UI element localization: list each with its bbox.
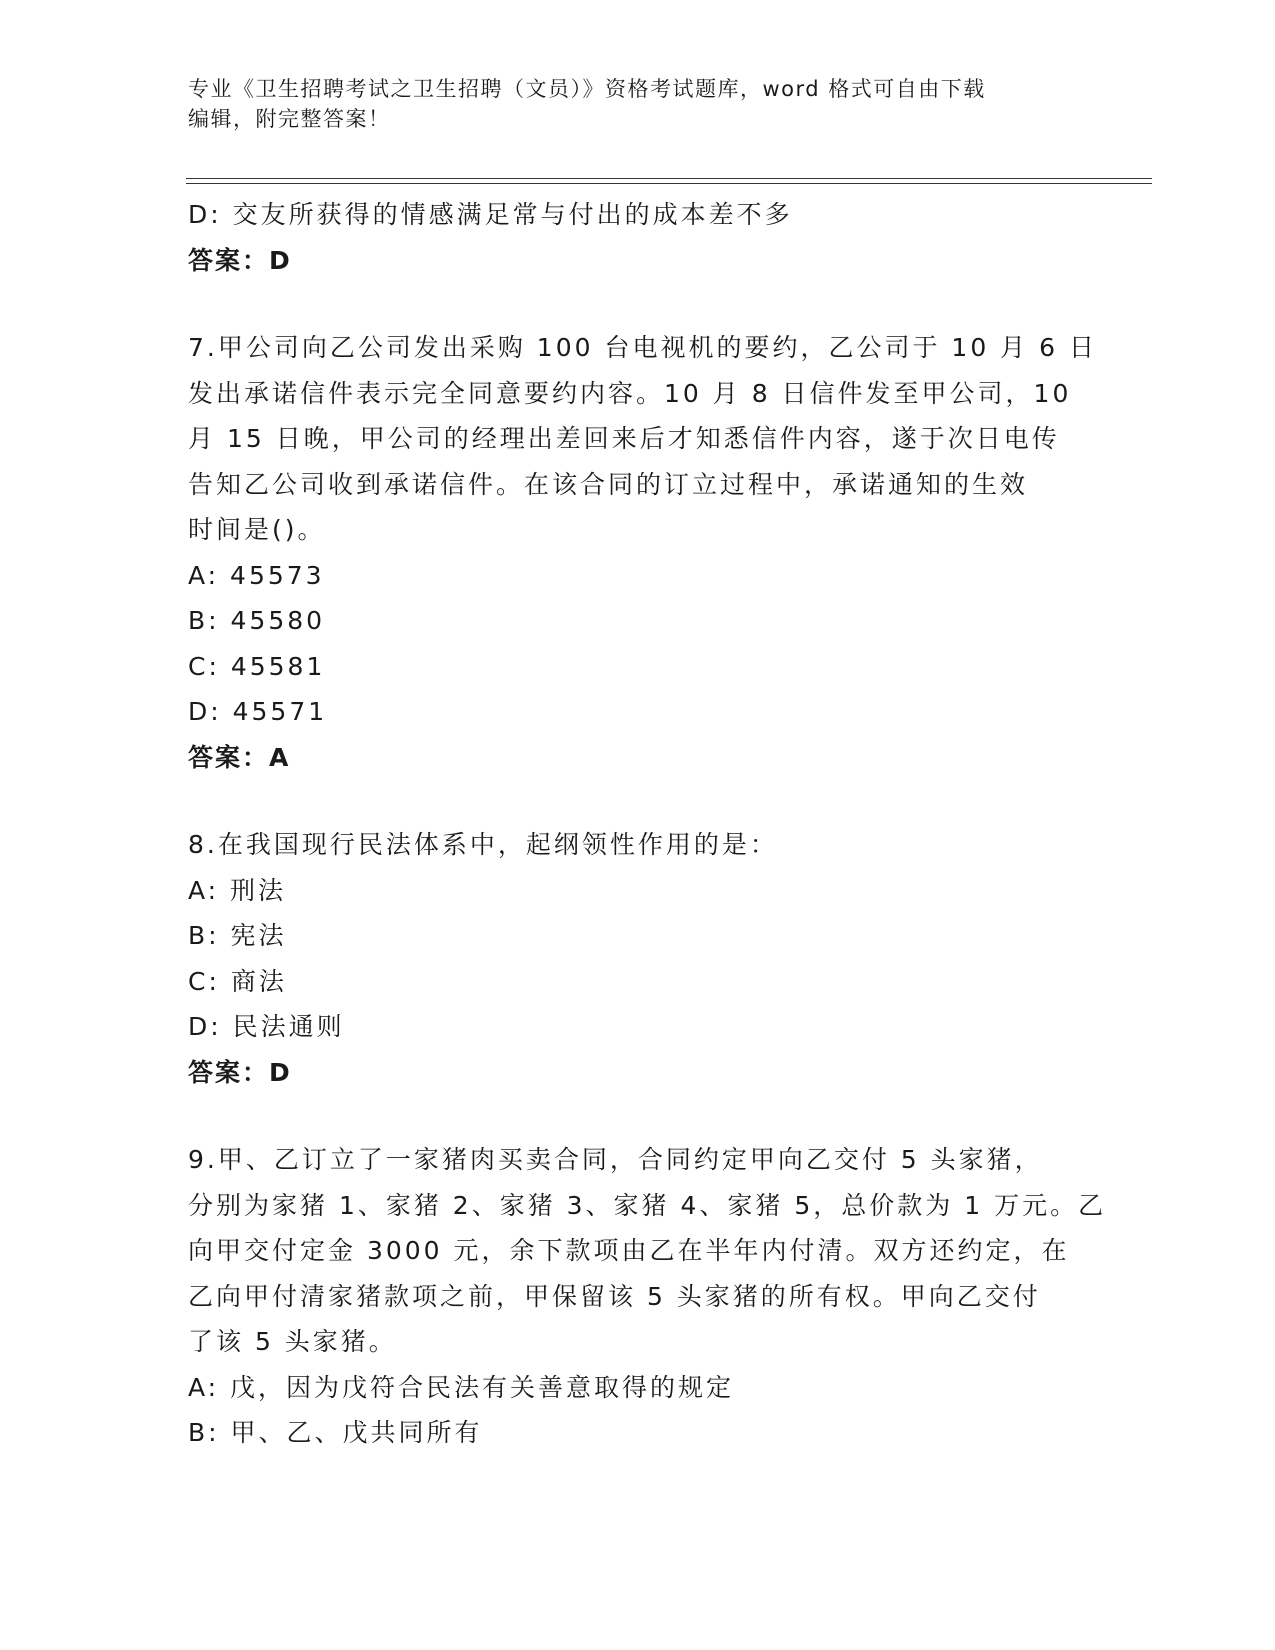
option-a: A: 45573 bbox=[188, 560, 325, 590]
option-a: A: 刑法 bbox=[188, 875, 287, 905]
question-stem-line: 发出承诺信件表示完全同意要约内容。10 月 8 日信件发至甲公司，10 bbox=[188, 378, 1072, 408]
question-stem-line: 时间是()。 bbox=[188, 515, 326, 544]
option-a: A: 戊，因为戊符合民法有关善意取得的规定 bbox=[188, 1372, 735, 1402]
question-stem-line: 9.甲、乙订立了一家猪肉买卖合同，合同约定甲向乙交付 5 头家猪， bbox=[188, 1145, 1043, 1174]
question-stem-line: 7.甲公司向乙公司发出采购 100 台电视机的要约，乙公司于 10 月 6 日 bbox=[188, 333, 1097, 362]
question-stem-line: 了该 5 头家猪。 bbox=[188, 1327, 397, 1356]
header-rule-bottom bbox=[186, 183, 1152, 184]
prev-question-tail bbox=[188, 192, 1088, 283]
question-stem-line: 向甲交付定金 3000 元，余下款项由乙在半年内付清。双方还约定，在 bbox=[188, 1236, 1070, 1265]
option-c: C: 商法 bbox=[188, 966, 287, 996]
question-9 bbox=[188, 1137, 1107, 1456]
question-stem-line: 告知乙公司收到承诺信件。在该合同的订立过程中，承诺通知的生效 bbox=[188, 469, 1029, 499]
question-7 bbox=[188, 325, 1097, 780]
question-8 bbox=[188, 822, 1088, 1095]
question-stem-line: 分别为家猪 1、家猪 2、家猪 3、家猪 4、家猪 5，总价款为 1 万元。乙 bbox=[188, 1190, 1107, 1220]
question-stem-line: 8.在我国现行民法体系中，起纲领性作用的是： bbox=[188, 830, 778, 859]
header-rule-top bbox=[186, 178, 1152, 179]
option-c: C: 45581 bbox=[188, 651, 326, 681]
option-d: D: 交友所获得的情感满足常与付出的成本差不多 bbox=[188, 200, 793, 229]
option-d: D: 45571 bbox=[188, 697, 328, 726]
answer: 答案：A bbox=[188, 742, 291, 772]
option-b: B: 宪法 bbox=[188, 921, 287, 950]
option-d: D: 民法通则 bbox=[188, 1012, 345, 1041]
answer: 答案：D bbox=[188, 1057, 292, 1087]
answer: 答案：D bbox=[188, 245, 292, 275]
option-b: B: 45580 bbox=[188, 606, 326, 635]
header-line-1: 专业《卫生招聘考试之卫生招聘（文员）》资格考试题库，word 格式可自由下载 bbox=[188, 77, 986, 101]
document-body bbox=[188, 192, 1107, 1456]
page-header bbox=[188, 74, 1088, 134]
question-stem-line: 月 15 日晚，甲公司的经理出差回来后才知悉信件内容，遂于次日电传 bbox=[188, 424, 1060, 453]
question-stem-line: 乙向甲付清家猪款项之前，甲保留该 5 头家猪的所有权。甲向乙交付 bbox=[188, 1281, 1041, 1311]
header-line-2: 编辑，附完整答案！ bbox=[188, 107, 391, 131]
option-b: B: 甲、乙、戊共同所有 bbox=[188, 1418, 483, 1447]
